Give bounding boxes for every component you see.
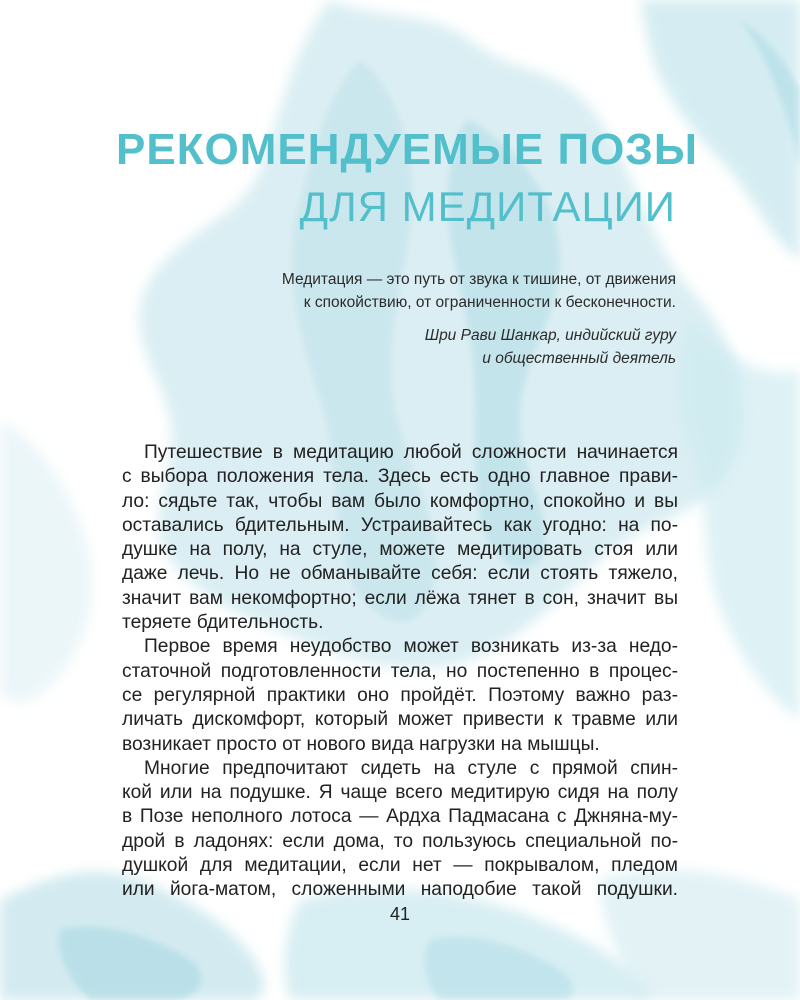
text-line: теряете бдительность. bbox=[122, 612, 324, 634]
epigraph-author-line: Шри Рави Шанкар, индийский гуру bbox=[424, 327, 676, 344]
page-number: 41 bbox=[389, 904, 411, 924]
epigraph-quote-line: Медитация — это путь от звука к тишине, от движения bbox=[281, 271, 676, 288]
page-subtitle: ДЛЯ МЕДИТАЦИИ bbox=[299, 183, 676, 230]
page-title: РЕКОМЕНДУЕМЫЕ ПОЗЫ bbox=[116, 125, 698, 174]
epigraph-author-line: и общественный деятель bbox=[482, 350, 676, 367]
text-line: с выбора положения тела. Здесь есть одно главное прави- bbox=[122, 466, 678, 488]
text-line: ло: сядьте так, чтобы вам было комфортно, спокойно и вы bbox=[122, 490, 678, 512]
epigraph-quote-line: к спокойствию, от ограниченности к бесконечности. bbox=[303, 294, 676, 311]
text-line: се регулярной практики оно пройдёт. Поэтому важно раз- bbox=[122, 684, 678, 706]
text-line: возникает просто от нового вида нагрузки на мышцы. bbox=[122, 733, 600, 755]
text-line: душкой для медитации, если нет — покрывалом, пледом bbox=[122, 855, 678, 877]
text-line: Первое время неудобство может возникать из-за недо- bbox=[144, 636, 678, 658]
text-line: личать дискомфорт, который может привести к травме или bbox=[122, 709, 678, 731]
body-text bbox=[122, 441, 678, 903]
text-line: значит вам некомфортно; если лёжа тянет в сон, значит вы bbox=[122, 587, 678, 609]
text-line: душке на полу, на стуле, можете медитировать стоя или bbox=[122, 539, 678, 561]
text-line: Путешествие в медитацию любой сложности начинается bbox=[144, 442, 678, 463]
text-line: дрой в ладонях: если дома, то пользуюсь специальной по- bbox=[122, 830, 678, 852]
text-line: оставались бдительным. Устраивайтесь как угодно: на по- bbox=[122, 514, 678, 536]
text-line: или йога-матом, сложенными наподобие такой подушки. bbox=[122, 879, 678, 901]
text-line: даже лечь. Но не обманывайте себя: если стоять тяжело, bbox=[122, 563, 678, 585]
text-line: Многие предпочитают сидеть на стуле с прямой спин- bbox=[144, 757, 678, 779]
text-line: статочной подготовленности тела, но постепенно в процес- bbox=[122, 660, 678, 682]
text-line: кой или на подушке. Я чаще всего медитирую сидя на полу bbox=[122, 782, 678, 804]
text-line: в Позе неполного лотоса — Ардха Падмасана с Джняна-му- bbox=[122, 806, 678, 828]
epigraph bbox=[206, 268, 676, 370]
epigraph-author bbox=[206, 324, 676, 370]
